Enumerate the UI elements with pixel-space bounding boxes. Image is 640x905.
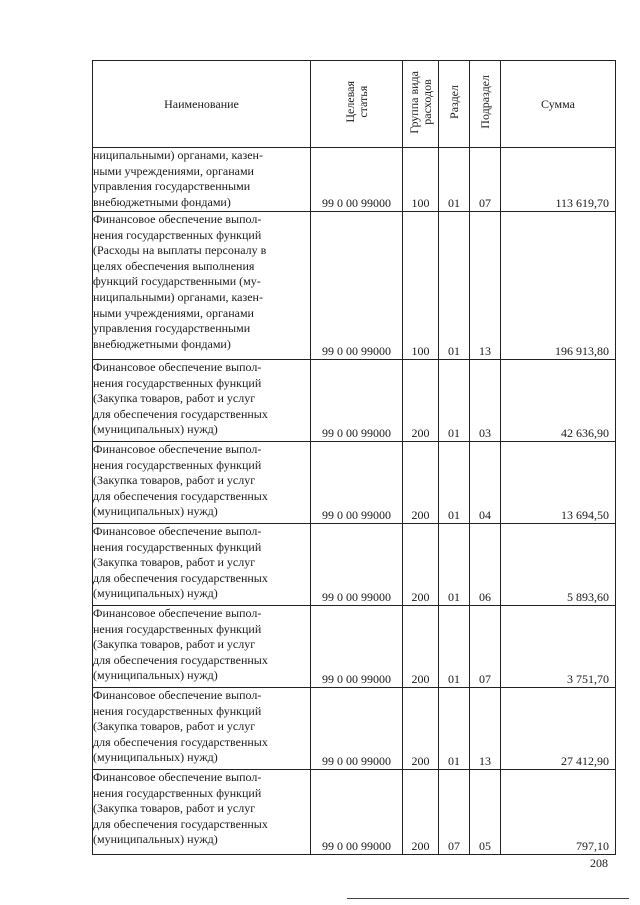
- row-section: 01: [439, 360, 470, 442]
- row-name: ниципальными) органами, казен- ными учреждениями, органами управления государственными внебюджетными фондами): [93, 148, 311, 212]
- row-section: 01: [439, 148, 470, 212]
- header-name: Наименование: [93, 61, 311, 148]
- row-target: 99 0 00 99000: [311, 360, 403, 442]
- header-sum: Сумма: [501, 61, 616, 148]
- row-sum: 3 751,70: [501, 606, 616, 688]
- header-subsection: Подраздел: [470, 61, 501, 148]
- row-group: 200: [403, 770, 439, 855]
- footer-divider: [347, 898, 629, 899]
- row-target: 99 0 00 99000: [311, 688, 403, 770]
- row-section: 07: [439, 770, 470, 855]
- row-sum: 797,10: [501, 770, 616, 855]
- row-target: 99 0 00 99000: [311, 212, 403, 360]
- row-group: 200: [403, 442, 439, 524]
- row-sum: 5 893,60: [501, 524, 616, 606]
- row-sum: 13 694,50: [501, 442, 616, 524]
- row-sum: 196 913,80: [501, 212, 616, 360]
- header-target: Целевая статья: [311, 61, 403, 148]
- row-name: Финансовое обеспечение выпол- нения государственных функций (Закупка товаров, работ и услуг для обеспечения государственных (муниципальных) нужд): [93, 360, 311, 442]
- table-row: [93, 524, 616, 606]
- table-row: [93, 606, 616, 688]
- table-row: [93, 148, 616, 212]
- row-section: 01: [439, 524, 470, 606]
- row-section: 01: [439, 606, 470, 688]
- row-target: 99 0 00 99000: [311, 770, 403, 855]
- table-header-row: [93, 61, 616, 148]
- row-name: Финансовое обеспечение выпол- нения государственных функций (Закупка товаров, работ и услуг для обеспечения государственных (муниципальных) нужд): [93, 606, 311, 688]
- table-row: [93, 212, 616, 360]
- row-subsection: 13: [470, 212, 501, 360]
- row-target: 99 0 00 99000: [311, 442, 403, 524]
- row-group: 200: [403, 606, 439, 688]
- row-name: Финансовое обеспечение выпол- нения государственных функций (Закупка товаров, работ и услуг для обеспечения государственных (муниципальных) нужд): [93, 524, 311, 606]
- row-target: 99 0 00 99000: [311, 606, 403, 688]
- row-name: Финансовое обеспечение выпол- нения государственных функций (Расходы на выплаты персоналу в целях обеспечения выполнения функций государственными (му- ниципальными) органами, казен- ными учреждениями, органами управления государственными внебюджетными фондами): [93, 212, 311, 360]
- row-name: Финансовое обеспечение выпол- нения государственных функций (Закупка товаров, работ и услуг для обеспечения государственных (муниципальных) нужд): [93, 688, 311, 770]
- table-row: [93, 688, 616, 770]
- row-subsection: 05: [470, 770, 501, 855]
- row-section: 01: [439, 688, 470, 770]
- row-subsection: 06: [470, 524, 501, 606]
- row-group: 100: [403, 212, 439, 360]
- row-subsection: 07: [470, 148, 501, 212]
- row-section: 01: [439, 212, 470, 360]
- table-row: [93, 442, 616, 524]
- row-subsection: 04: [470, 442, 501, 524]
- row-target: 99 0 00 99000: [311, 148, 403, 212]
- row-section: 01: [439, 442, 470, 524]
- header-group: Группа вида расходов: [403, 61, 439, 148]
- page-number: 208: [590, 856, 608, 870]
- row-name: Финансовое обеспечение выпол- нения государственных функций (Закупка товаров, работ и услуг для обеспечения государственных (муниципальных) нужд): [93, 770, 311, 855]
- row-sum: 113 619,70: [501, 148, 616, 212]
- table-row: [93, 770, 616, 855]
- row-group: 100: [403, 148, 439, 212]
- row-subsection: 07: [470, 606, 501, 688]
- row-group: 200: [403, 524, 439, 606]
- row-group: 200: [403, 360, 439, 442]
- row-sum: 27 412,90: [501, 688, 616, 770]
- row-subsection: 13: [470, 688, 501, 770]
- row-sum: 42 636,90: [501, 360, 616, 442]
- header-section: Раздел: [439, 61, 470, 148]
- row-target: 99 0 00 99000: [311, 524, 403, 606]
- budget-table: [92, 60, 616, 855]
- row-name: Финансовое обеспечение выпол- нения государственных функций (Закупка товаров, работ и услуг для обеспечения государственных (муниципальных) нужд): [93, 442, 311, 524]
- row-subsection: 03: [470, 360, 501, 442]
- table-row: [93, 360, 616, 442]
- row-group: 200: [403, 688, 439, 770]
